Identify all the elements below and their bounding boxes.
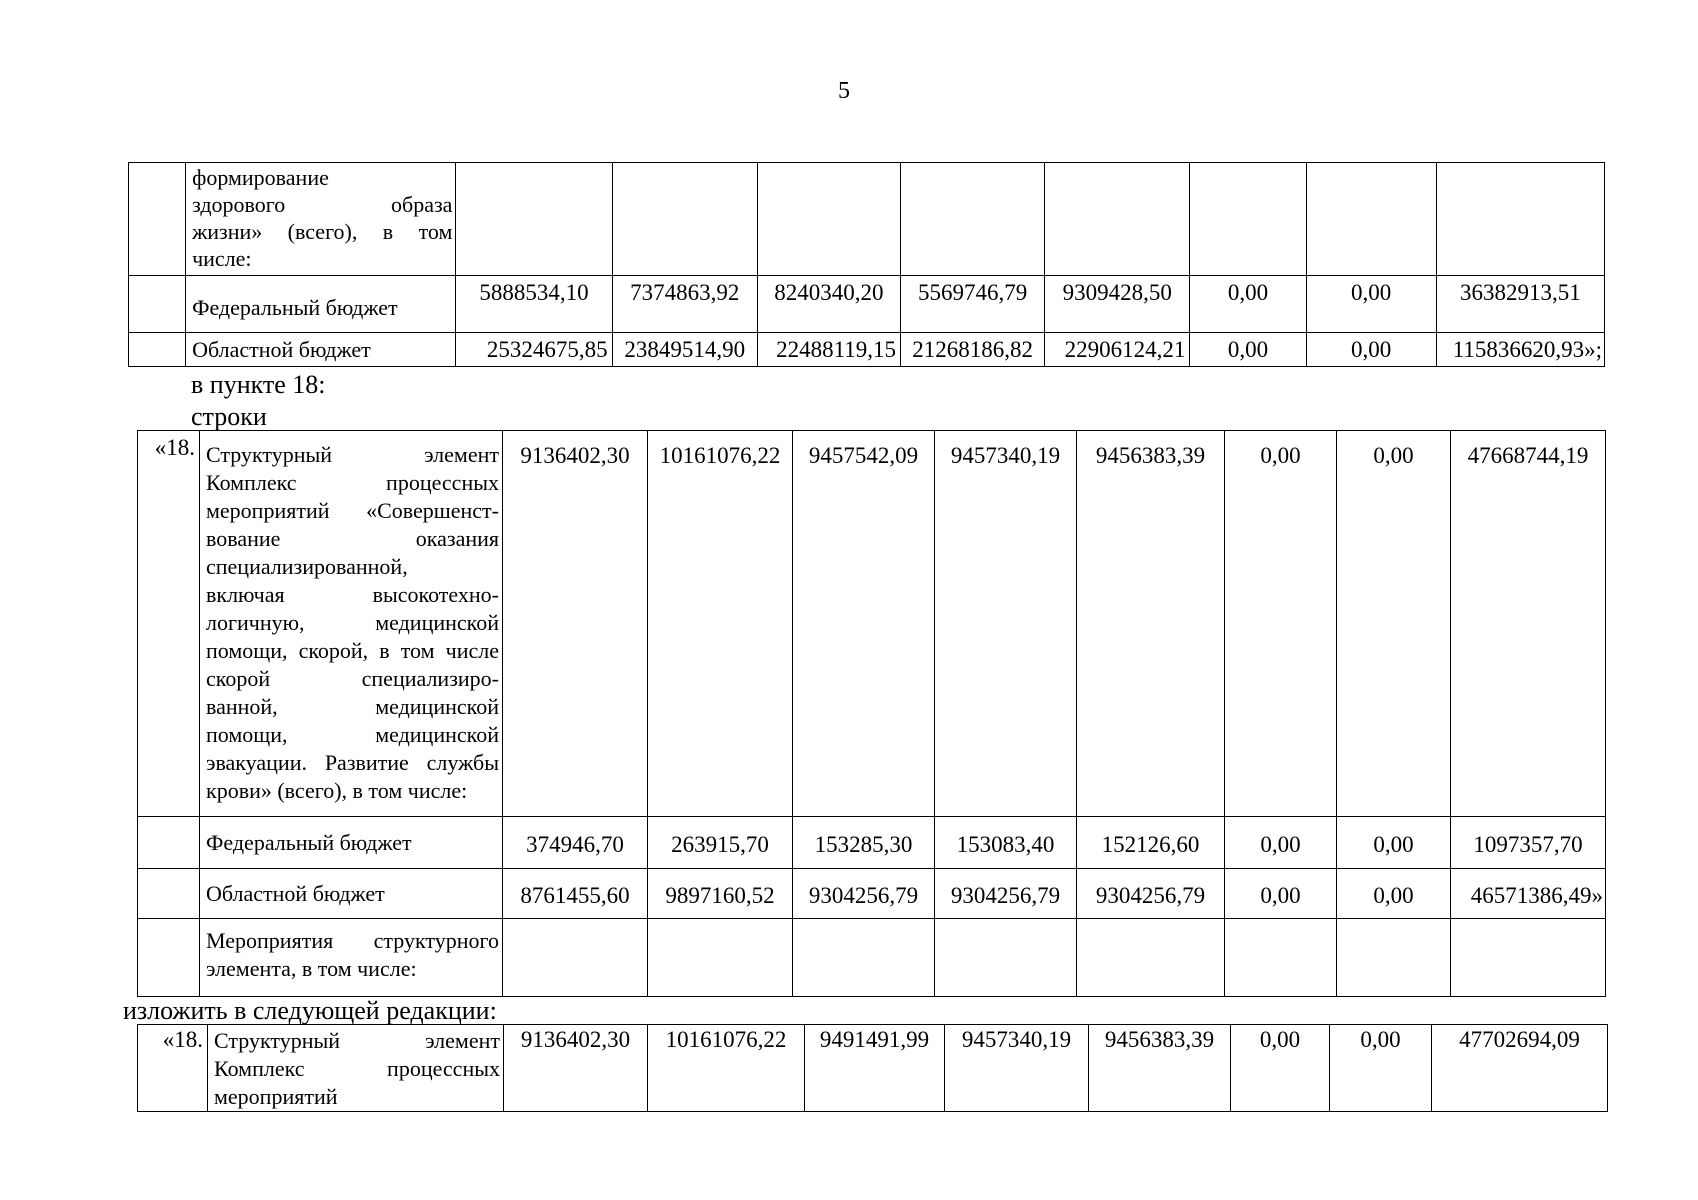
value-cell: 0,00: [1225, 869, 1337, 919]
value-cell: 0,00: [1190, 276, 1306, 333]
desc-line: Структурный элемент: [214, 1028, 500, 1053]
desc-line: ванной, медицинской: [206, 694, 499, 719]
value-cell: 23849514,90: [612, 333, 757, 367]
value-cell: 1097357,70: [1451, 817, 1606, 869]
row-label: Федеральный бюджет: [200, 817, 503, 869]
measures-label: [200, 919, 503, 997]
value-cell: 25324675,85: [456, 333, 612, 367]
value-cell: 9456383,39: [1077, 431, 1225, 817]
value-cell: 115836620,93»;: [1436, 333, 1604, 367]
table-old-rows: [137, 430, 1606, 997]
value-cell: 9304256,79: [935, 869, 1077, 919]
value-cell: 9897160,52: [648, 869, 793, 919]
desc-line: помощи, медицинской: [206, 722, 499, 747]
value-cell: 9309428,50: [1045, 276, 1190, 333]
row-label: Областной бюджет: [200, 869, 503, 919]
table2-row-federal: [138, 817, 1606, 869]
value-cell: 0,00: [1337, 817, 1451, 869]
value-cell: 9136402,30: [503, 431, 648, 817]
value-cell: 0,00: [1306, 276, 1436, 333]
value-cell: 47702694,09: [1432, 1025, 1608, 1112]
value-cell: 152126,60: [1077, 817, 1225, 869]
value-cell: 10161076,22: [648, 431, 793, 817]
desc-line: здорового образа: [192, 192, 453, 217]
value-cell: 8240340,20: [757, 276, 900, 333]
value-cell: 0,00: [1306, 333, 1436, 367]
value-cell: 0,00: [1225, 817, 1337, 869]
value-cell: 0,00: [1337, 869, 1451, 919]
value-cell: 22906124,21: [1045, 333, 1190, 367]
value-cell: 9304256,79: [1077, 869, 1225, 919]
value-cell: 263915,70: [648, 817, 793, 869]
table-new-rows: [137, 1024, 1608, 1112]
text-stroki: строки: [191, 402, 267, 431]
value-cell: 47668744,19: [1451, 431, 1606, 817]
table3-description: [208, 1025, 504, 1112]
value-cell: 22488119,15: [757, 333, 900, 367]
table-continuation: [128, 162, 1605, 367]
desc-line: элемента, в том числе:: [206, 956, 417, 981]
value-cell: 36382913,51: [1436, 276, 1604, 333]
value-cell: 9457340,19: [945, 1025, 1089, 1112]
desc-line: вование оказания: [206, 526, 499, 551]
value-cell: 0,00: [1190, 333, 1306, 367]
value-cell: 9457340,19: [935, 431, 1077, 817]
value-cell: 374946,70: [503, 817, 648, 869]
value-cell: 153285,30: [793, 817, 935, 869]
row-index: «18.: [138, 431, 200, 817]
table2-row-regional: [138, 869, 1606, 919]
value-cell: 9136402,30: [504, 1025, 648, 1112]
desc-line: крови» (всего), в том числе:: [206, 778, 468, 803]
value-cell: 0,00: [1225, 431, 1337, 817]
table1-header-row: [129, 163, 1605, 276]
text-in-punkt-18: в пункте 18:: [191, 370, 326, 399]
table3-main-row: [138, 1025, 1608, 1112]
desc-line: эвакуации. Развитие службы: [206, 750, 499, 775]
desc-line: Структурный элемент: [206, 442, 499, 467]
value-cell: 7374863,92: [612, 276, 757, 333]
table1-row-federal: [129, 276, 1605, 333]
value-cell: 46571386,49»: [1451, 869, 1606, 919]
table1-row-regional: [129, 333, 1605, 367]
value-cell: 5569746,79: [901, 276, 1045, 333]
value-cell: 21268186,82: [901, 333, 1045, 367]
desc-line: Комплекс процессных: [206, 470, 499, 495]
table1-description: [186, 163, 456, 276]
table1-index-cell: [129, 163, 186, 276]
table2-row-measures: [138, 919, 1606, 997]
value-cell: 9491491,99: [805, 1025, 945, 1112]
value-cell: 10161076,22: [648, 1025, 805, 1112]
desc-line: жизни» (всего), в том: [192, 219, 453, 244]
value-cell: 153083,40: [935, 817, 1077, 869]
value-cell: 0,00: [1337, 431, 1451, 817]
desc-line: формирование: [192, 165, 329, 190]
value-cell: 9304256,79: [793, 869, 935, 919]
desc-line: Мероприятия структурного: [206, 928, 499, 953]
desc-line: скорой специализиро-: [206, 666, 499, 691]
table2-main-row: [138, 431, 1606, 817]
text-izlozhit: изложить в следующей редакции:: [123, 996, 497, 1025]
desc-line: логичную, медицинской: [206, 610, 499, 635]
desc-line: включая высокотехно-: [206, 582, 499, 607]
value-cell: 0,00: [1330, 1025, 1432, 1112]
value-cell: 5888534,10: [456, 276, 612, 333]
value-cell: 0,00: [1231, 1025, 1330, 1112]
desc-line: числе:: [192, 246, 252, 271]
table2-description: [200, 431, 503, 817]
value-cell: 9457542,09: [793, 431, 935, 817]
desc-line: Комплекс процессных: [214, 1056, 500, 1081]
value-cell: 8761455,60: [503, 869, 648, 919]
desc-line: мероприятий: [214, 1084, 338, 1109]
desc-line: помощи, скорой, в том числе: [206, 638, 499, 663]
row-label: Областной бюджет: [186, 333, 456, 367]
page-number: 5: [838, 78, 850, 104]
row-label: Федеральный бюджет: [186, 276, 456, 333]
row-index: «18.: [138, 1025, 208, 1112]
value-cell: 9456383,39: [1089, 1025, 1231, 1112]
desc-line: мероприятий «Совершенст-: [206, 498, 499, 523]
desc-line: специализированной,: [206, 554, 408, 579]
